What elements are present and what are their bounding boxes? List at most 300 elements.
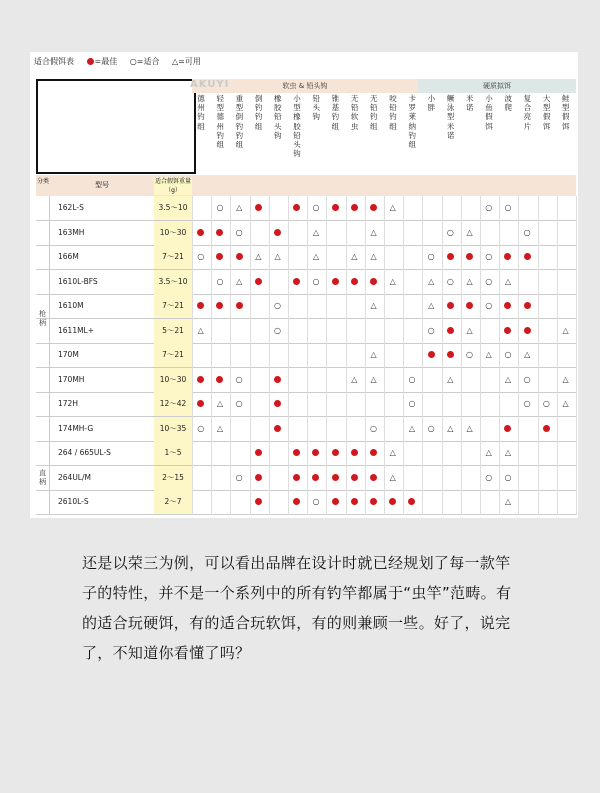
rating-cell: △ xyxy=(389,276,396,286)
category-label: 直 柄 xyxy=(36,441,50,515)
grid-line xyxy=(538,196,539,515)
rating-cell xyxy=(443,392,459,416)
rating-cell xyxy=(366,441,382,465)
column-header: 倒钓钓组 xyxy=(254,94,263,131)
rating-cell xyxy=(251,319,267,343)
rating-cell: △ xyxy=(351,374,358,384)
rating-cell xyxy=(558,466,574,490)
rating-cell xyxy=(270,343,286,367)
column-header: 卡罗莱纳钓组 xyxy=(408,94,416,150)
rating-cell: △ xyxy=(312,227,320,237)
rating-cell xyxy=(251,441,267,465)
lure-weight: 3.5～10 xyxy=(154,270,192,294)
rating-cell xyxy=(347,441,363,465)
grid-line xyxy=(422,196,423,515)
rating-cell: ○ xyxy=(312,203,320,212)
rating-cell xyxy=(558,221,574,245)
rating-cell xyxy=(327,368,343,392)
grid-line xyxy=(480,196,481,515)
model-name: 1611ML+ xyxy=(58,325,95,335)
model-name: 170MH xyxy=(58,374,85,384)
rating-cell xyxy=(519,270,535,294)
rating-cell xyxy=(481,319,497,343)
best-dot-icon xyxy=(87,58,94,65)
column-header: 轻型德州钓组 xyxy=(216,94,224,150)
rating-cell xyxy=(481,368,497,392)
grid-line xyxy=(288,196,289,515)
grid-line xyxy=(269,196,270,515)
rating-cell xyxy=(423,221,439,245)
table-row xyxy=(36,196,576,221)
rating-cell xyxy=(251,368,267,392)
rating-cell: △ xyxy=(562,374,569,384)
grid-line xyxy=(518,196,519,515)
rating-cell xyxy=(193,466,209,490)
rating-cell xyxy=(519,319,535,343)
rating-cell: △ xyxy=(428,301,435,310)
rating-cell: ○ xyxy=(523,227,531,237)
rating-cell xyxy=(193,294,209,318)
rating-cell: ○ xyxy=(408,374,416,384)
rating-cell: ○ xyxy=(523,374,531,384)
grid-line xyxy=(346,196,347,515)
rating-cell xyxy=(443,466,459,490)
rating-cell xyxy=(385,221,401,245)
rating-cell: ○ xyxy=(446,276,454,286)
rating-cell: ○ xyxy=(485,301,493,310)
rating-cell xyxy=(404,221,420,245)
rating-cell xyxy=(231,245,247,269)
header-category: 分类 xyxy=(36,178,49,185)
rating-cell: △ xyxy=(370,252,377,261)
rating-cell: △ xyxy=(466,276,473,286)
rating-cell: △ xyxy=(370,227,377,237)
lure-weight: 7～21 xyxy=(154,343,192,367)
watermark: AKUYI xyxy=(190,79,230,90)
rating-cell xyxy=(385,417,401,441)
rating-cell xyxy=(443,319,459,343)
rating-cell xyxy=(539,441,555,465)
rating-cell xyxy=(519,196,535,220)
grid-line xyxy=(557,196,558,515)
model-name: 1610L-BFS xyxy=(58,276,98,286)
rating-cell xyxy=(308,368,324,392)
table-row xyxy=(36,319,576,344)
rating-cell xyxy=(289,392,305,416)
rating-cell xyxy=(251,417,267,441)
column-header: 小鱼假饵 xyxy=(485,94,493,131)
lure-weight: 2～7 xyxy=(154,490,192,514)
rating-cell xyxy=(289,490,305,514)
rating-cell: △ xyxy=(312,252,320,261)
rating-cell xyxy=(212,490,228,514)
rating-cell: △ xyxy=(562,325,569,335)
rating-cell xyxy=(347,392,363,416)
grid-line xyxy=(461,196,462,515)
model-name: 2610L-S xyxy=(58,497,89,506)
rating-cell: ○ xyxy=(485,472,493,482)
rating-cell xyxy=(539,417,555,441)
rating-cell xyxy=(558,245,574,269)
rating-cell xyxy=(539,368,555,392)
rating-cell: △ xyxy=(485,350,492,359)
column-header: 锥基钓组 xyxy=(331,94,340,131)
rating-cell: ○ xyxy=(504,472,512,482)
rating-cell xyxy=(519,441,535,465)
lure-weight: 12～42 xyxy=(154,392,192,416)
rating-cell: ○ xyxy=(523,399,531,408)
rating-cell xyxy=(462,490,478,514)
rating-cell xyxy=(347,319,363,343)
rating-cell xyxy=(423,441,439,465)
rating-cell xyxy=(289,245,305,269)
grid-line xyxy=(384,196,385,515)
rating-cell: ○ xyxy=(235,472,243,482)
rating-cell xyxy=(327,441,343,465)
lure-weight: 2～15 xyxy=(154,466,192,490)
rating-cell xyxy=(193,343,209,367)
column-header: 无铅钓组 xyxy=(370,94,378,131)
grid-line xyxy=(230,196,231,515)
table-row xyxy=(36,490,576,515)
table-row xyxy=(36,270,576,295)
rating-cell xyxy=(558,196,574,220)
rating-cell: △ xyxy=(370,350,377,359)
rating-cell xyxy=(347,221,363,245)
rating-cell xyxy=(308,294,324,318)
model-name: 163MH xyxy=(58,227,85,237)
rating-cell xyxy=(366,466,382,490)
table-row xyxy=(36,343,576,368)
rating-cell xyxy=(539,319,555,343)
rating-cell xyxy=(443,196,459,220)
rating-cell xyxy=(327,245,343,269)
rating-cell xyxy=(193,490,209,514)
rating-cell xyxy=(404,319,420,343)
rating-cell xyxy=(270,490,286,514)
rating-cell: ○ xyxy=(312,497,320,506)
rating-cell xyxy=(327,221,343,245)
table-row xyxy=(36,368,576,393)
model-name: 1610M xyxy=(58,301,84,310)
column-header: 铅头钩 xyxy=(312,94,320,122)
rating-cell xyxy=(462,245,478,269)
rating-cell xyxy=(327,417,343,441)
rating-cell xyxy=(423,392,439,416)
rating-cell: ○ xyxy=(274,325,282,335)
rating-cell xyxy=(193,196,209,220)
legend-ok: ○=适合 xyxy=(129,57,160,66)
rating-cell xyxy=(231,417,247,441)
legend-usable: △=可用 xyxy=(172,57,201,66)
rating-cell xyxy=(404,245,420,269)
rating-cell xyxy=(558,441,574,465)
rating-cell: ○ xyxy=(466,350,474,359)
lure-weight: 10～35 xyxy=(154,417,192,441)
table-row xyxy=(36,245,576,270)
grid-line xyxy=(192,196,193,515)
column-header: 鲑型假饵 xyxy=(562,94,570,131)
table-row xyxy=(36,417,576,442)
rating-cell xyxy=(251,196,267,220)
rating-cell xyxy=(270,368,286,392)
rating-cell: △ xyxy=(428,276,435,286)
rating-cell xyxy=(270,392,286,416)
grid-line xyxy=(307,196,308,515)
rating-cell xyxy=(327,392,343,416)
rating-cell xyxy=(270,466,286,490)
rating-cell: △ xyxy=(389,448,396,457)
column-header: 德州钓组 xyxy=(197,94,205,131)
rating-cell: ○ xyxy=(370,423,378,433)
column-header: 咬铅钓组 xyxy=(389,94,397,131)
rating-cell: ○ xyxy=(542,399,550,408)
rating-cell: ○ xyxy=(427,325,435,335)
product-image-placeholder xyxy=(36,79,196,174)
table-header-row xyxy=(36,175,576,196)
rating-cell xyxy=(500,221,516,245)
rating-cell xyxy=(347,343,363,367)
rating-cell xyxy=(251,490,267,514)
rating-cell xyxy=(423,490,439,514)
rating-cell xyxy=(231,490,247,514)
rating-cell: △ xyxy=(504,448,512,457)
rating-cell xyxy=(327,319,343,343)
rating-cell xyxy=(193,441,209,465)
lure-weight: 7～21 xyxy=(154,294,192,318)
rating-cell: △ xyxy=(370,301,377,310)
rating-cell xyxy=(423,466,439,490)
rating-cell xyxy=(347,417,363,441)
rating-cell xyxy=(251,270,267,294)
legend-title: 适合假饵表 xyxy=(34,57,74,66)
rating-cell xyxy=(500,294,516,318)
rating-cell xyxy=(327,270,343,294)
rating-cell: △ xyxy=(466,325,473,335)
rating-cell xyxy=(385,245,401,269)
rating-cell xyxy=(519,294,535,318)
rating-cell xyxy=(539,294,555,318)
rating-cell xyxy=(404,490,420,514)
grid-line xyxy=(442,196,443,515)
rating-cell xyxy=(231,319,247,343)
grid-line xyxy=(326,196,327,515)
rating-cell: ○ xyxy=(235,227,243,237)
rating-cell xyxy=(212,441,228,465)
rating-cell: △ xyxy=(466,227,473,237)
rating-cell: △ xyxy=(389,472,396,482)
rating-cell xyxy=(193,221,209,245)
rating-cell: ○ xyxy=(312,276,320,286)
rating-cell xyxy=(443,441,459,465)
rating-cell xyxy=(404,466,420,490)
column-header: 米诺 xyxy=(466,94,474,113)
rating-cell: ○ xyxy=(274,301,282,310)
rating-cell xyxy=(270,270,286,294)
rating-cell: ○ xyxy=(235,374,243,384)
column-header: 橡胶铅头钩 xyxy=(274,94,282,140)
rating-cell: △ xyxy=(236,203,243,212)
rating-cell xyxy=(212,343,228,367)
rating-cell xyxy=(558,343,574,367)
rating-cell xyxy=(462,392,478,416)
rating-cell xyxy=(404,270,420,294)
model-name: 166M xyxy=(58,252,79,261)
rating-cell: △ xyxy=(236,276,243,286)
rating-cell xyxy=(443,245,459,269)
rating-cell xyxy=(289,294,305,318)
rating-cell xyxy=(481,221,497,245)
rating-cell xyxy=(366,319,382,343)
group-soft-header: 软虫 & 铅头钩 xyxy=(192,79,418,93)
table-row xyxy=(36,466,576,491)
rating-cell xyxy=(327,294,343,318)
grid-line xyxy=(403,196,404,515)
rating-cell xyxy=(500,392,516,416)
table-row xyxy=(36,294,576,319)
rating-cell xyxy=(308,417,324,441)
rating-cell xyxy=(423,196,439,220)
column-header: 大型假饵 xyxy=(542,94,551,131)
model-name: 170M xyxy=(58,350,79,359)
rating-cell xyxy=(539,245,555,269)
group-hard-header: 硬质拟饵 xyxy=(418,79,576,93)
rating-cell: ○ xyxy=(408,399,416,408)
rating-cell xyxy=(308,466,324,490)
rating-cell: △ xyxy=(274,252,281,261)
rating-cell: △ xyxy=(466,423,473,433)
header-model: 型号 xyxy=(95,181,109,189)
rating-cell: △ xyxy=(408,423,416,433)
rating-cell xyxy=(404,196,420,220)
rating-cell xyxy=(212,245,228,269)
rating-cell: ○ xyxy=(504,350,512,359)
rating-cell: △ xyxy=(562,399,569,408)
rating-cell: ○ xyxy=(216,203,224,212)
lure-weight: 7～21 xyxy=(154,245,192,269)
rating-cell xyxy=(558,270,574,294)
grid-line xyxy=(211,196,212,515)
lure-weight: 10～30 xyxy=(154,221,192,245)
rating-cell: △ xyxy=(389,203,396,212)
rating-cell xyxy=(481,392,497,416)
rating-cell xyxy=(327,466,343,490)
rating-cell xyxy=(366,270,382,294)
rating-cell: △ xyxy=(447,423,454,433)
rating-cell: △ xyxy=(351,252,358,261)
rating-cell xyxy=(558,294,574,318)
rating-cell xyxy=(289,270,305,294)
rating-cell xyxy=(231,294,247,318)
rating-cell xyxy=(558,417,574,441)
rating-cell: ○ xyxy=(504,203,512,212)
grid-line xyxy=(250,196,251,515)
rating-cell xyxy=(385,392,401,416)
rating-cell xyxy=(462,441,478,465)
table-row xyxy=(36,441,576,466)
table-row xyxy=(36,221,576,246)
rating-cell xyxy=(327,196,343,220)
rating-cell xyxy=(270,417,286,441)
rating-cell xyxy=(385,343,401,367)
rating-cell xyxy=(270,221,286,245)
rating-cell xyxy=(289,417,305,441)
rating-cell: ○ xyxy=(427,423,435,433)
rating-cell xyxy=(539,196,555,220)
rating-cell xyxy=(481,490,497,514)
rating-cell xyxy=(327,343,343,367)
rating-cell xyxy=(251,294,267,318)
rating-cell xyxy=(347,196,363,220)
legend-best: =最佳 xyxy=(87,57,118,66)
rating-cell xyxy=(462,294,478,318)
rating-cell: ○ xyxy=(216,276,224,286)
rating-cell xyxy=(347,466,363,490)
rating-cell xyxy=(558,490,574,514)
lure-weight: 3.5～10 xyxy=(154,196,192,220)
rating-cell xyxy=(519,466,535,490)
rating-cell xyxy=(404,294,420,318)
lure-weight: 5～21 xyxy=(154,319,192,343)
category-label: 枪 柄 xyxy=(36,196,50,441)
rating-cell xyxy=(500,417,516,441)
rating-cell: △ xyxy=(485,448,492,457)
rating-cell xyxy=(193,392,209,416)
rating-cell xyxy=(385,490,401,514)
lure-weight: 1～5 xyxy=(154,441,192,465)
rating-cell: ○ xyxy=(197,423,205,433)
model-name: 264 / 665UL-S xyxy=(58,448,111,457)
rating-cell: △ xyxy=(197,325,204,335)
rating-cell xyxy=(251,392,267,416)
rating-cell xyxy=(423,368,439,392)
rating-cell xyxy=(212,221,228,245)
rating-cell xyxy=(212,466,228,490)
rating-cell xyxy=(212,294,228,318)
rating-cell xyxy=(366,196,382,220)
rating-cell xyxy=(366,490,382,514)
column-header: 小胖 xyxy=(427,94,436,113)
rating-cell xyxy=(423,343,439,367)
rating-cell xyxy=(404,343,420,367)
rating-cell xyxy=(327,490,343,514)
rating-cell xyxy=(519,245,535,269)
rating-cell: △ xyxy=(504,276,512,286)
rating-cell xyxy=(539,221,555,245)
model-name: 174MH-G xyxy=(58,423,94,433)
rating-cell xyxy=(539,343,555,367)
lure-chart-card xyxy=(30,52,578,518)
rating-cell xyxy=(462,196,478,220)
rating-cell: △ xyxy=(370,374,377,384)
column-header: 无铅软虫 xyxy=(350,94,359,131)
rating-cell xyxy=(481,417,497,441)
rating-cell xyxy=(270,196,286,220)
rating-cell: △ xyxy=(447,374,454,384)
rating-cell xyxy=(366,392,382,416)
header-weight: 适合假饵重量（g） xyxy=(154,178,191,194)
lure-weight: 10～30 xyxy=(154,368,192,392)
rating-cell xyxy=(519,490,535,514)
rating-cell xyxy=(231,441,247,465)
rating-cell: ○ xyxy=(427,252,435,261)
rating-cell xyxy=(193,270,209,294)
rating-cell xyxy=(193,368,209,392)
rating-cell: ○ xyxy=(446,227,454,237)
rating-cell xyxy=(308,319,324,343)
rating-cell xyxy=(251,221,267,245)
rating-cell xyxy=(539,466,555,490)
